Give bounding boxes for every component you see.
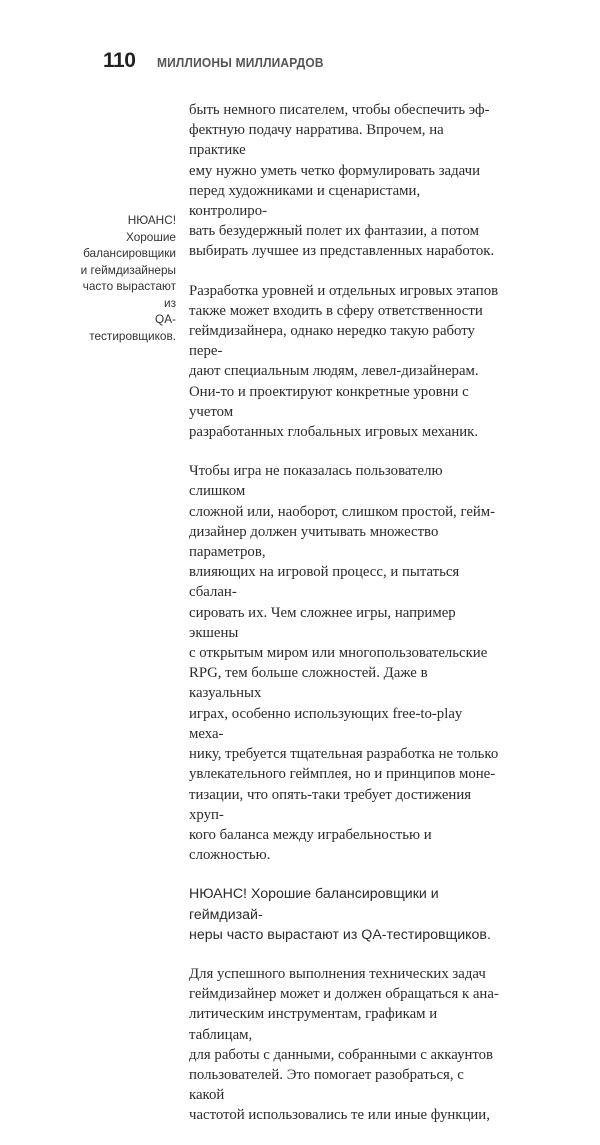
running-title: МИЛЛИОНЫ МИЛЛИАРДОВ <box>157 55 324 70</box>
body-text <box>189 100 499 1145</box>
paragraph: Разработка уровней и отдельных игровых этапов также может входить в сферу ответственности геймдизайнера, однако нередко такую работу пере- дают специальным людям, левел-дизайнерам. Они-то и проектируют конкретные уровни с учетом разработанных глобальных игровых механик. <box>189 282 499 441</box>
paragraph: быть немного писателем, чтобы обеспечить эф- фектную подачу нарратива. Впрочем, на практике ему нужно уметь четко формулировать задачи перед художниками и сценаристами, контролиро- вать безудержный полет их фантазии, а потом выбирать лучшее из представленных наработок. <box>189 102 495 260</box>
margin-note: НЮАНС! Хорошие балансировщики и геймдизайнеры часто вырастают из QA-тестировщиков. <box>80 213 176 343</box>
paragraph: Чтобы игра не показалась пользователю слишком сложной или, наоборот, слишком простой, гейм- дизайнер должен учитывать множество параметров, влияющих на игровой процесс, и пытаться сбалан- сировать их. Чем сложнее игры, например экшены с открытым миром или многопользовательские RPG, тем больше сложностей. Даже в казуальных играх, особенно использующих free-to-play меха- нику, требуется тщательная разработка не только увлекательного геймплея, но и принципов моне- тизации, что опять-таки требует достижения хруп- кого баланса между играбельностью и сложностью. <box>189 463 499 864</box>
page-number: 110 <box>103 49 136 72</box>
nuance-callout: НЮАНС! Хорошие балансировщики и геймдизай- неры часто вырастают из QA-тестировщиков. <box>189 886 491 943</box>
paragraph: Для успешного выполнения технических задач геймдизайнер может и должен обращаться к ана- литическим инструментам, графикам и таблицам, для работы с данными, собранными с аккаунтов пользователей. Это помогает разобраться, с какой частотой использовались те или иные функции, <box>189 965 499 1124</box>
